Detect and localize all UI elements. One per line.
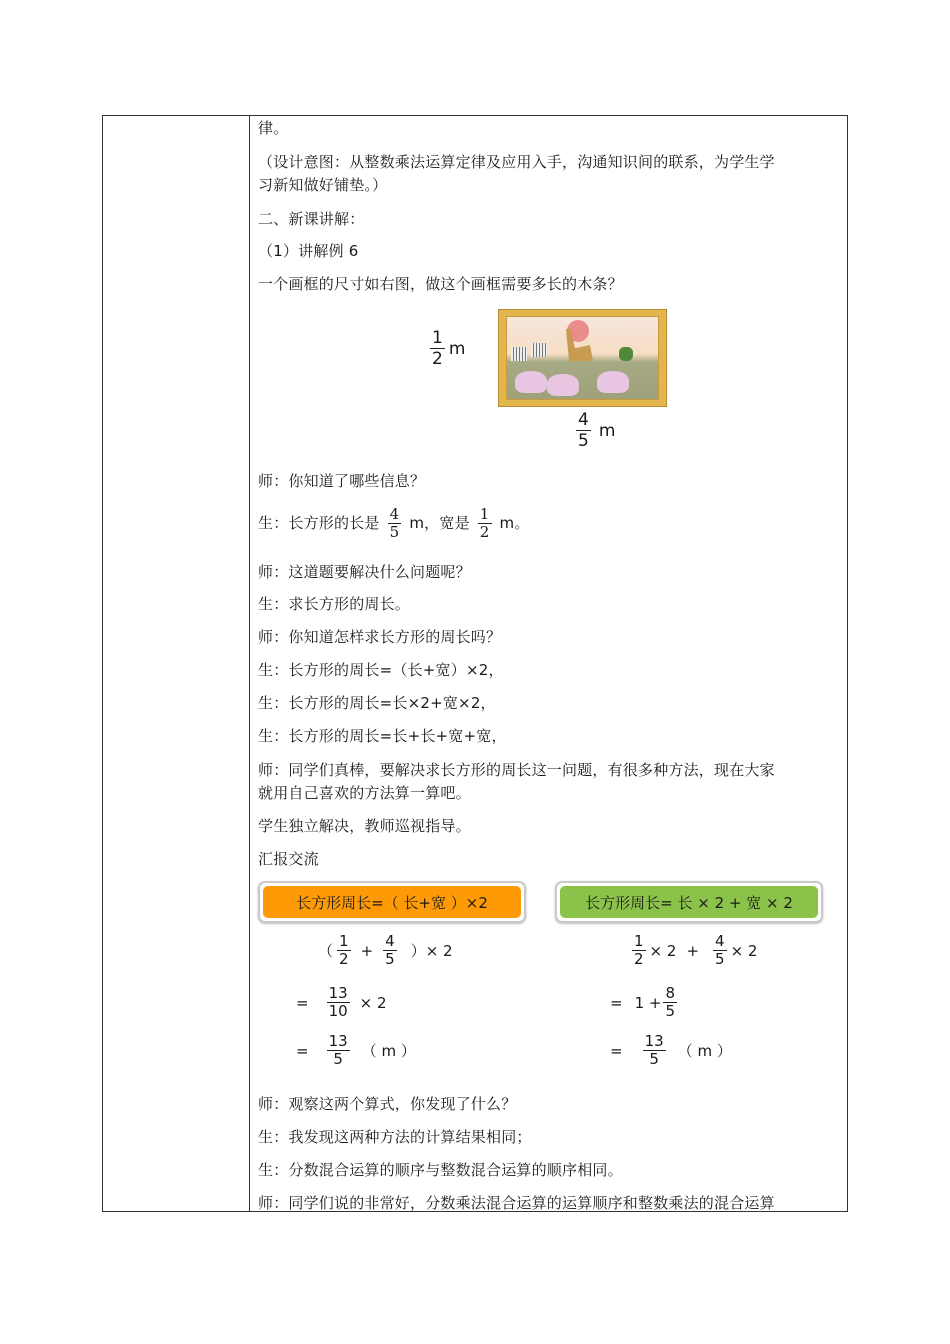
unit: （ m ） (361, 1042, 416, 1060)
equals: = (296, 1041, 309, 1060)
dialogue-line: 师：你知道了哪些信息？ (258, 472, 426, 490)
dialogue-line: 师：这道题要解决什么问题呢？ (258, 563, 471, 581)
fraction-denominator: 5 (665, 1002, 676, 1020)
operator: × 2 (359, 993, 387, 1012)
section-heading: 二、新课讲解： (258, 210, 365, 228)
dialogue-line: 生：我发现这两种方法的计算结果相同； (258, 1128, 532, 1146)
equals: = (610, 993, 623, 1012)
fraction-numerator: 1 (479, 504, 490, 523)
fraction-numerator: 1 (432, 328, 443, 348)
fraction-denominator: 2 (634, 950, 644, 968)
fraction-numerator: 4 (578, 410, 589, 430)
zebra-icon (531, 343, 547, 357)
term: 1 + (634, 993, 662, 1012)
table-content-column (250, 116, 847, 1211)
paren: （ (318, 942, 334, 960)
equals: = (296, 993, 309, 1012)
zebra-icon (511, 347, 527, 361)
width-label (426, 328, 465, 369)
dialogue-line: 生：长方形的周长=长×2+宽×2， (258, 694, 496, 712)
method-left-step2 (296, 985, 387, 1020)
design-intent-line: （设计意图：从整数乘法运算定律及应用入手，沟通知识间的联系，为学生学 (258, 153, 775, 171)
text-line: 汇报交流 (258, 850, 319, 868)
length-label (572, 410, 615, 451)
fraction-numerator: 8 (665, 984, 676, 1002)
table-left-column (103, 116, 250, 1211)
bush-icon (619, 347, 633, 361)
fraction-denominator: 2 (432, 349, 443, 369)
text: m，宽是 (409, 514, 470, 532)
unit: m (448, 338, 466, 359)
method-right-title: 长方形周长= 长 × 2 + 宽 × 2 (560, 886, 818, 918)
method-right-step1 (628, 933, 757, 968)
fraction-denominator: 10 (328, 1002, 348, 1020)
fraction-denominator: 5 (333, 1050, 343, 1068)
method-right-step3 (610, 1033, 732, 1068)
dialogue-line: 生：长方形的周长=长+长+宽+宽， (258, 727, 507, 745)
method-right-callout (555, 881, 823, 923)
dialogue-line (258, 501, 530, 545)
problem-statement: 一个画框的尺寸如右图，做这个画框需要多长的木条？ (258, 275, 623, 293)
fraction-denominator: 5 (389, 522, 400, 541)
text-line: 学生独立解决，教师巡视指导。 (258, 817, 471, 835)
unit: m (598, 420, 616, 441)
fraction-denominator: 5 (385, 950, 395, 968)
design-intent-line: 习新知做好铺垫。） (258, 176, 388, 194)
fraction-numerator: 4 (389, 504, 400, 523)
dialogue-line: 生：长方形的周长=（长+宽）×2， (258, 661, 504, 679)
elephant-icon (547, 374, 579, 396)
picture-frame-image (498, 309, 667, 407)
fraction-numerator: 4 (715, 932, 725, 950)
dialogue-line: 师：同学们说的非常好，分数乘法混合运算的运算顺序和整数乘法的混合运算 (258, 1194, 775, 1212)
text: m。 (499, 514, 530, 532)
operator: + (686, 941, 700, 960)
method-right-step2 (610, 985, 681, 1020)
fraction-denominator: 5 (715, 950, 725, 968)
fraction-denominator: 2 (479, 522, 490, 541)
lesson-plan-table (102, 115, 848, 1212)
fraction-numerator: 13 (328, 1032, 348, 1050)
fraction-denominator: 5 (649, 1050, 659, 1068)
fraction-numerator: 13 (328, 984, 348, 1002)
dialogue-line: 生：分数混合运算的顺序与整数混合运算的顺序相同。 (258, 1161, 623, 1179)
operator: × 2 (649, 941, 677, 960)
fraction-denominator: 2 (339, 950, 349, 968)
method-left-title: 长方形周长=（ 长+宽 ）×2 (263, 886, 521, 918)
method-left-step3 (296, 1033, 416, 1068)
operator: × 2 (730, 941, 758, 960)
fraction-numerator: 1 (634, 932, 644, 950)
elephant-icon (597, 371, 629, 393)
fraction-denominator: 5 (578, 431, 589, 451)
text-line: 律。 (258, 119, 289, 137)
operator: ）× 2 (410, 942, 453, 960)
dialogue-line: 师：观察这两个算式，你发现了什么？ (258, 1095, 517, 1113)
dialogue-line: 就用自己喜欢的方法算一算吧。 (258, 784, 471, 802)
dialogue-line: 生：求长方形的周长。 (258, 595, 411, 613)
dialogue-line: 师：同学们真棒，要解决求长方形的周长这一问题，有很多种方法，现在大家 (258, 761, 775, 779)
method-left-callout (258, 881, 526, 923)
elephant-icon (515, 371, 547, 393)
subsection-heading: （1）讲解例 6 (258, 242, 359, 260)
fraction-numerator: 13 (644, 1032, 664, 1050)
operator: + (360, 941, 374, 960)
fraction-numerator: 1 (339, 932, 349, 950)
equals: = (610, 1041, 623, 1060)
text: 生：长方形的长是 (258, 514, 380, 532)
dialogue-line: 师：你知道怎样求长方形的周长吗？ (258, 628, 502, 646)
unit: （ m ） (677, 1042, 732, 1060)
method-left-step1 (318, 933, 453, 968)
fraction-numerator: 4 (385, 932, 395, 950)
